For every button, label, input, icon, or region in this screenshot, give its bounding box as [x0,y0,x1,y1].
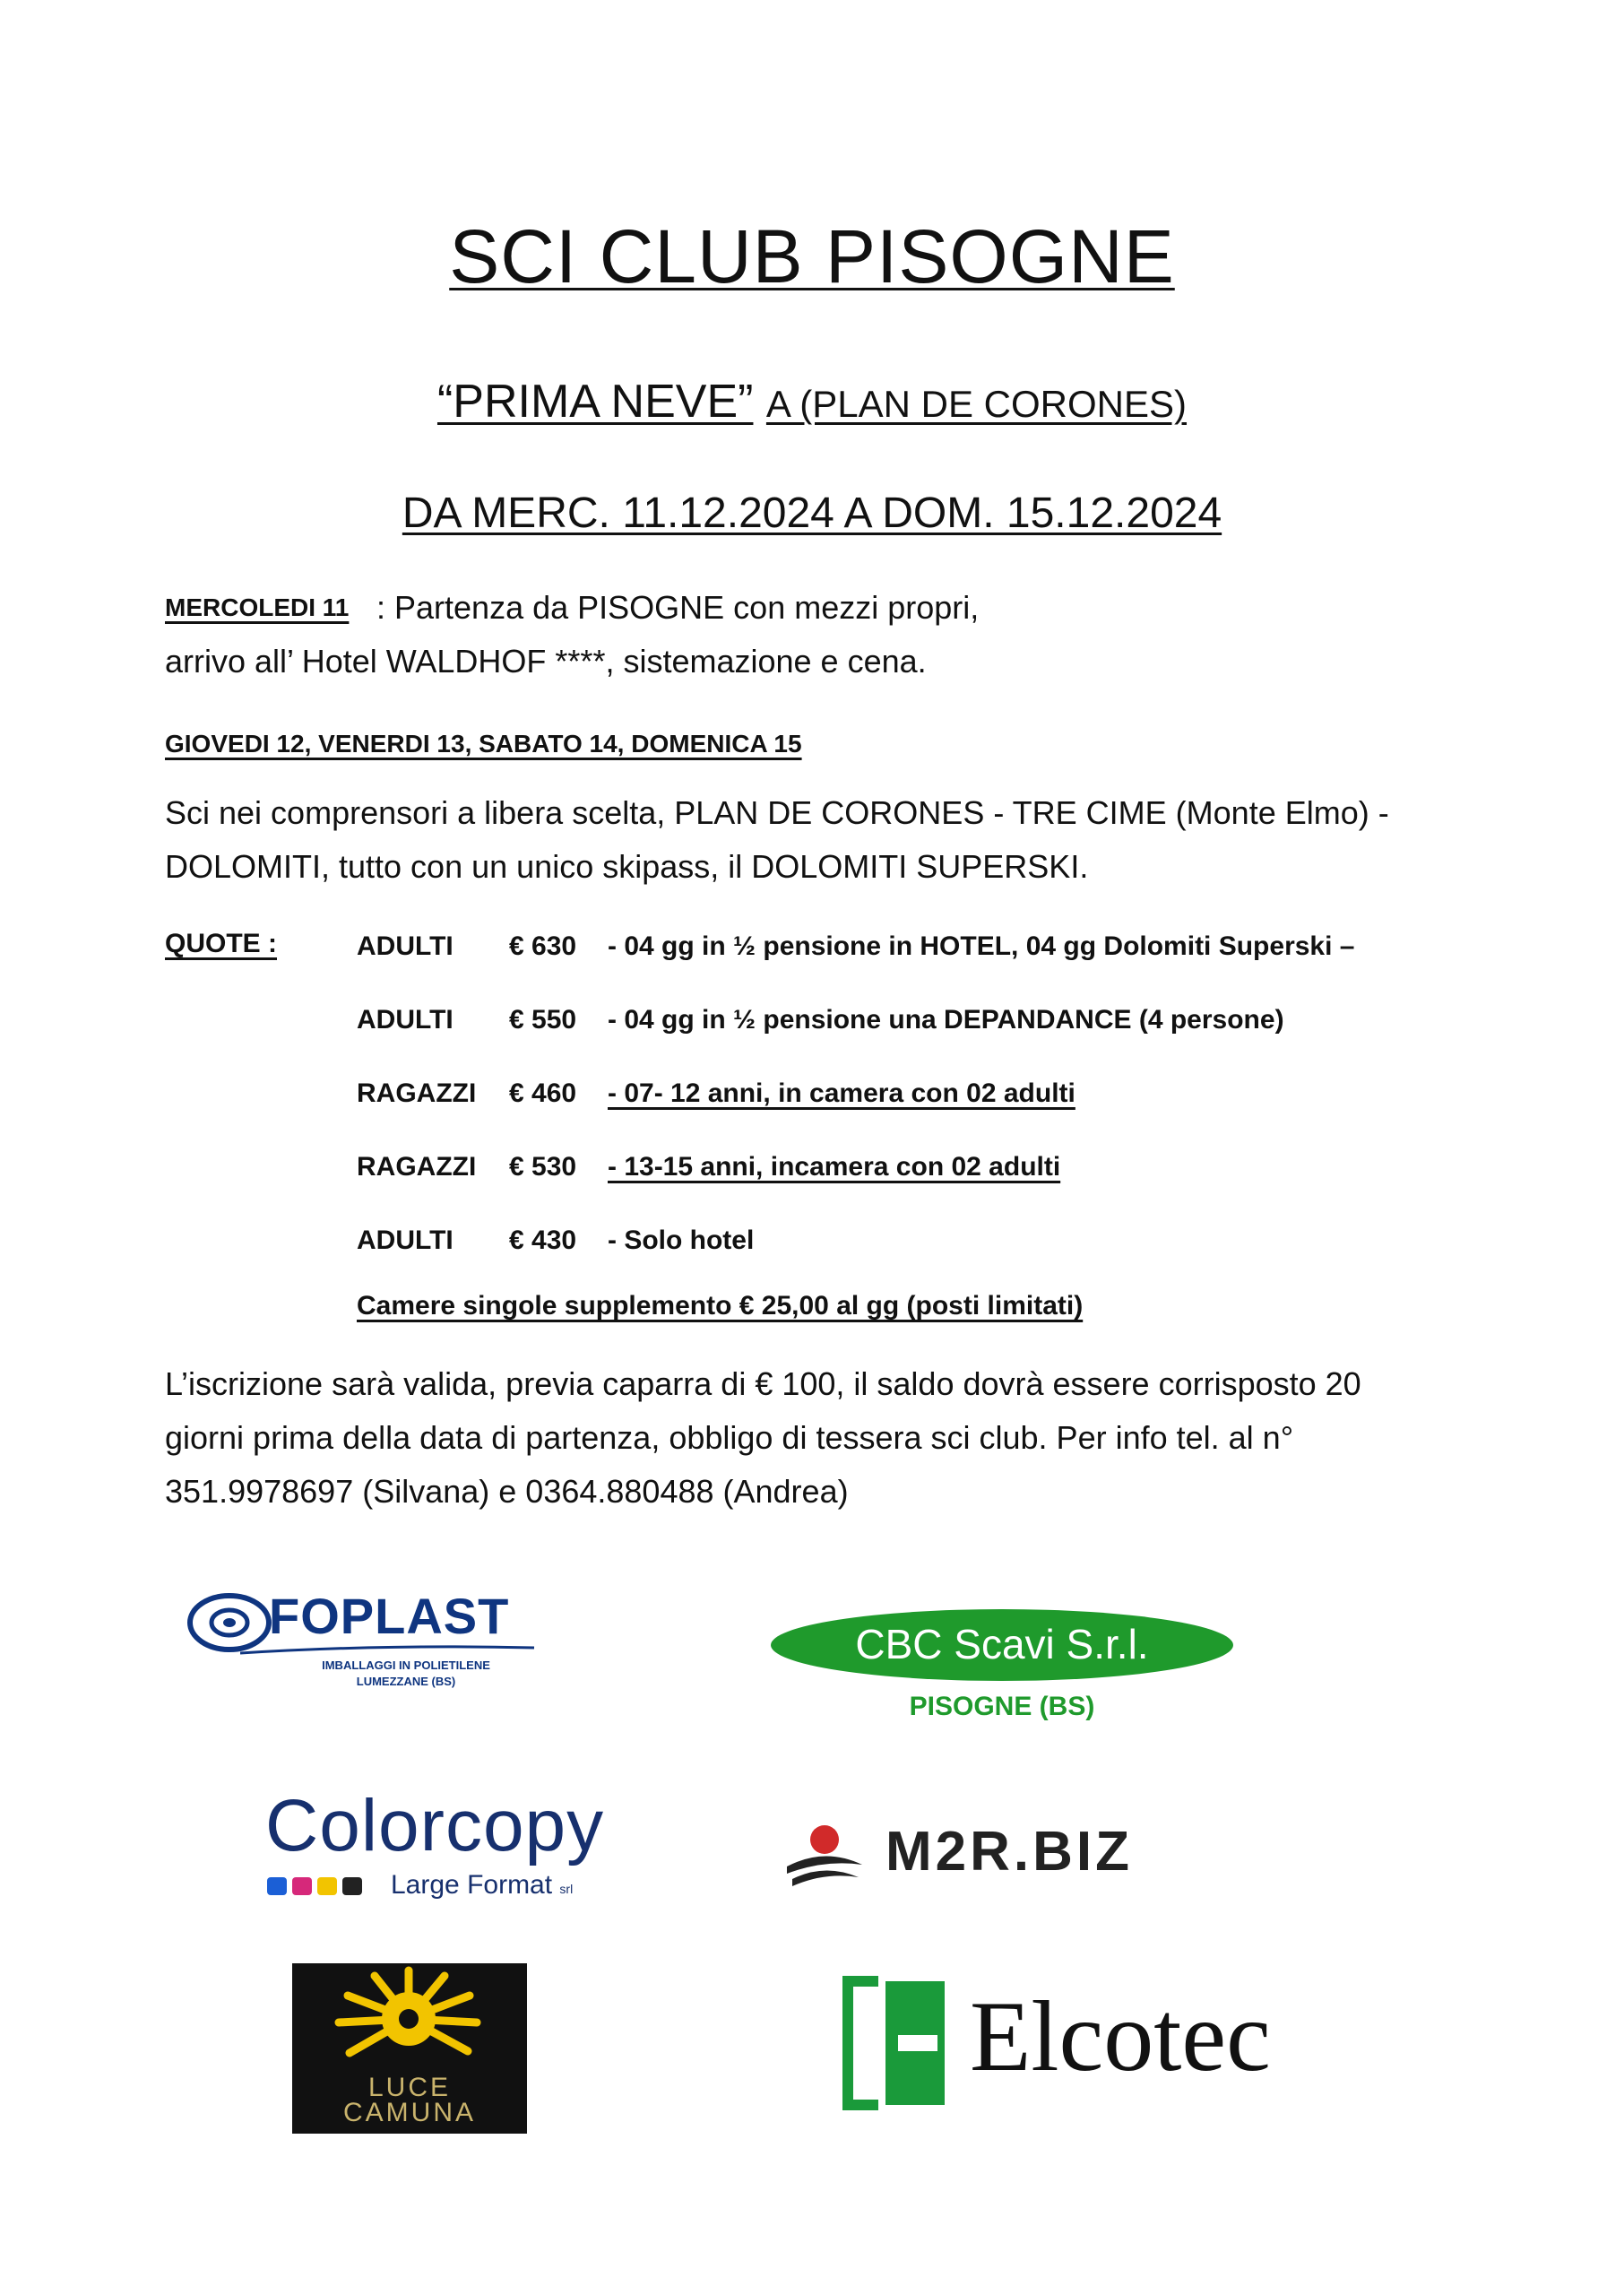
colorcopy-name: Colorcopy [265,1785,605,1866]
event-subtitle [0,375,1624,429]
elcotec-logo [842,1944,1389,2134]
colorcopy-srl: srl [559,1882,574,1896]
luce-camuna-name-line2: CAMUNA [342,2098,476,2127]
elcotec-name: Elcotec [970,1981,1271,2092]
cbc-scavi-logo [771,1609,1237,1726]
foplast-name: FOPLAST [269,1588,510,1644]
quote-description: - Solo hotel [608,1225,755,1255]
single-room-supplement: Camere singole supplemento € 25,00 al gg (posti limitati) [357,1291,1084,1321]
ski-days-heading: GIOVEDI 12, VENERDI 13, SABATO 14, DOMENICA 15 [165,730,802,758]
ink-cartridges-icon [265,1874,382,1901]
event-name: “PRIMA NEVE” [436,376,754,428]
quote-category: ADULTI [357,1225,454,1255]
quote-description: - 04 gg in ½ pensione in HOTEL, 04 gg Dolomiti Superski – [608,931,1355,961]
luce-camuna-name-line1: LUCE [367,2073,452,2102]
colorcopy-logo [265,1784,678,1901]
colorcopy-tagline [391,1870,573,1901]
quote-price: € 460 [509,1078,577,1108]
day1-text: : Partenza da PISOGNE con mezzi propri, [376,589,980,626]
quote-price: € 550 [509,1005,577,1035]
quotes-label: QUOTE : [165,929,277,958]
camunian-rose-sun-icon [292,1963,527,2071]
page-title: SCI CLUB PISOGNE [449,214,1175,299]
ski-description-continued: DOLOMITI, tutto con un unico skipass, il DOLOMITI SUPERSKI. [165,848,1089,885]
m2r-logo [780,1820,1246,1910]
quote-description: - 04 gg in ½ pensione una DEPANDANCE (4 persone) [608,1005,1284,1035]
cbc-name: CBC Scavi S.r.l. [855,1621,1149,1667]
event-dates: DA MERC. 11.12.2024 A DOM. 15.12.2024 [402,489,1222,537]
luce-camuna-logo [292,1963,527,2134]
foplast-location: LUMEZZANE (BS) [356,1675,456,1688]
m2r-name: M2R.BIZ [885,1821,1133,1883]
quote-description: - 13-15 anni, incamera con 02 adulti [608,1152,1061,1182]
day1-label: MERCOLEDI 11 [165,593,350,621]
foplast-swoosh-icon [240,1642,536,1657]
m2r-emblem-icon [780,1820,869,1892]
quote-price: € 630 [509,931,577,961]
quote-category: RAGAZZI [357,1078,477,1108]
elcotec-emblem-icon [842,1976,950,2110]
cbc-location: PISOGNE (BS) [909,1692,1095,1721]
day1-text-continued: arrivo all’ Hotel WALDHOF ****, sistemazione e cena. [165,643,927,680]
event-location: A (PLAN DE CORONES) [765,383,1188,425]
quote-description: - 07- 12 anni, in camera con 02 adulti [608,1078,1075,1108]
quote-category: ADULTI [357,1005,454,1035]
foplast-tagline: IMBALLAGGI IN POLIETILENE [322,1658,490,1672]
foplast-logo [186,1583,563,1700]
quote-category: ADULTI [357,931,454,961]
registration-text-continued: giorni prima della data di partenza, obbligo di tessera sci club. Per info tel. al n° [165,1419,1294,1456]
ski-description: Sci nei comprensori a libera scelta, PLAN DE CORONES - TRE CIME (Monte Elmo) - [165,794,1389,831]
colorcopy-tagline-text: Large Format [391,1870,553,1900]
quote-price: € 530 [509,1152,577,1182]
quote-price: € 430 [509,1225,577,1255]
registration-contacts: 351.9978697 (Silvana) e 0364.880488 (Andrea) [165,1473,849,1510]
registration-text: L’iscrizione sarà valida, previa caparra di € 100, il saldo dovrà essere corrisposto 20 [165,1365,1361,1402]
quote-category: RAGAZZI [357,1152,477,1182]
